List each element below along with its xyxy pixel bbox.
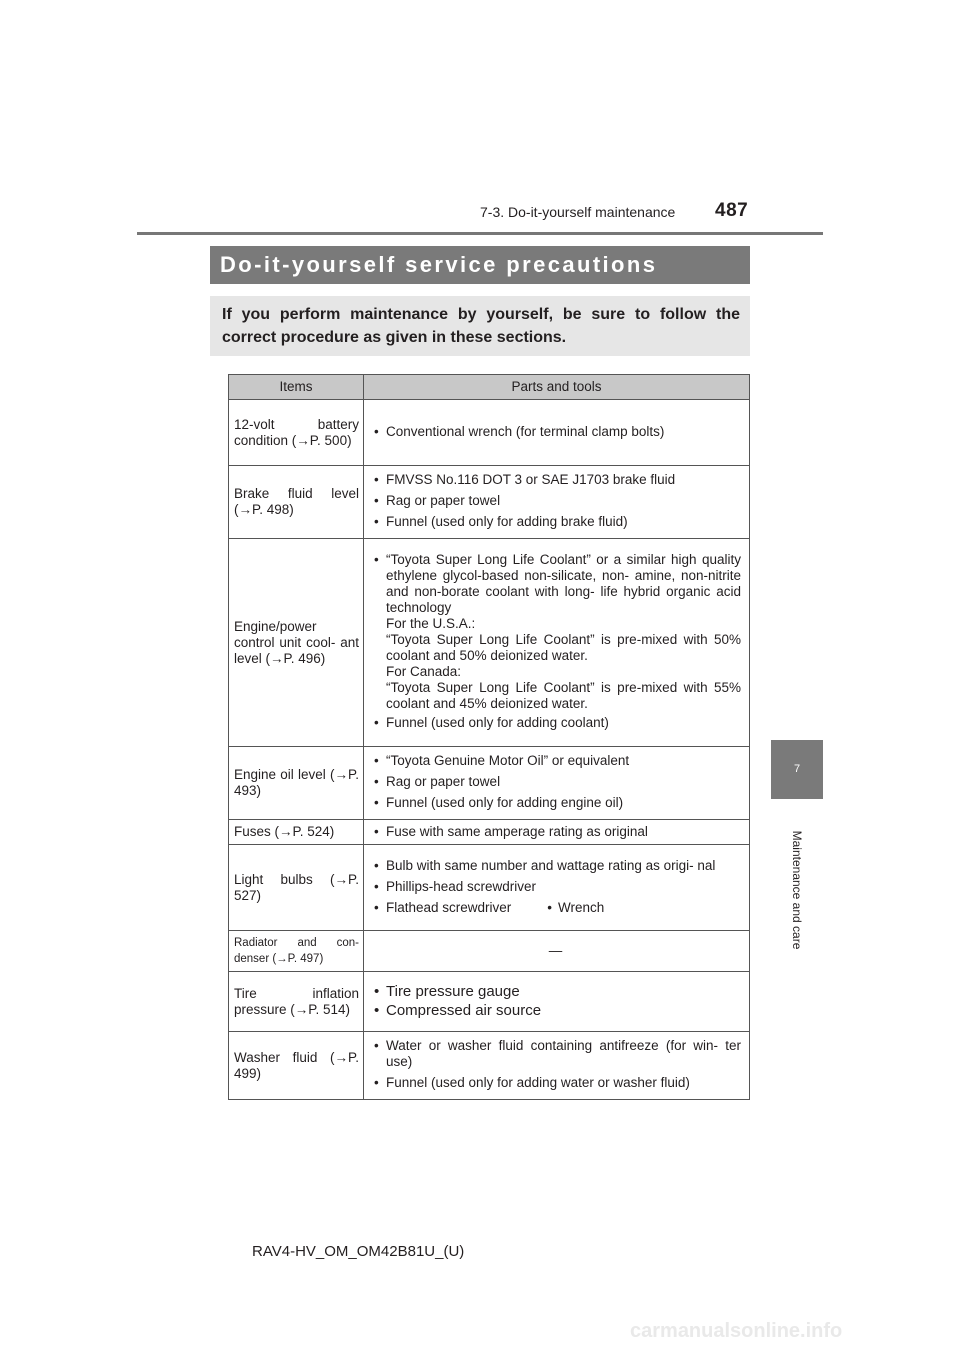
column-header-parts: Parts and tools (364, 375, 750, 400)
item-cell: Fuses (→P. 524) (229, 820, 364, 845)
table-row (229, 400, 750, 466)
parts-cell: — (364, 931, 750, 972)
item-cell: Washer fluid (→P. 499) (229, 1032, 364, 1100)
list-item: • Compressed air source (370, 1002, 741, 1020)
table-row (229, 747, 750, 820)
list-item: • Fuse with same amperage rating as original (370, 824, 741, 840)
list-item: • “Toyota Genuine Motor Oil” or equivalent (370, 753, 741, 769)
list-item (370, 900, 741, 916)
list-item: • FMVSS No.116 DOT 3 or SAE J1703 brake fluid (370, 472, 741, 488)
document-code: RAV4-HV_OM_OM42B81U_(U) (252, 1243, 465, 1260)
wrench: Wrench (558, 899, 605, 915)
table-row (229, 972, 750, 1032)
header-rule (137, 232, 823, 235)
chapter-label: Maintenance and care (790, 830, 804, 950)
list-item: • Funnel (used only for adding brake fluid) (370, 514, 741, 530)
column-header-items: Items (229, 375, 364, 400)
parts-cell (364, 1032, 750, 1100)
parts-cell (364, 845, 750, 931)
list-item: • Funnel (used only for adding coolant) (370, 715, 741, 731)
list-item: • Bulb with same number and wattage rating as origi- nal (370, 858, 741, 874)
coolant-mix-usa: “Toyota Super Long Life Coolant” is pre-mixed with 50% coolant and 50% deionized water. (386, 632, 741, 663)
coolant-mix-canada: “Toyota Super Long Life Coolant” is pre-mixed with 55% coolant and 45% deionized water. (386, 680, 741, 711)
header-section-title: 7-3. Do-it-yourself maintenance (480, 204, 676, 220)
table-row (229, 820, 750, 845)
list-item: • Tire pressure gauge (370, 983, 741, 1001)
table-row (229, 931, 750, 972)
parts-cell (364, 747, 750, 820)
table-header-row (229, 375, 750, 400)
coolant-spec: “Toyota Super Long Life Coolant” or a similar high quality ethylene glycol-based non-silicate, non- amine, non-nitrite and non-borate coolant with long- life hybrid organic acid technology (386, 552, 741, 615)
watermark: carmanualsonline.info (630, 1320, 843, 1342)
intro-box: If you perform maintenance by yourself, be sure to follow the correct procedure as given in these sections. (210, 296, 750, 356)
region-label-usa: For the U.S.A.: (386, 616, 476, 631)
region-label-canada: For Canada: (386, 664, 462, 679)
list-item: • Conventional wrench (for terminal clamp bolts) (370, 424, 741, 440)
section-title-bar: Do-it-yourself service precautions (210, 246, 750, 284)
list-item (370, 552, 741, 712)
item-cell: Brake fluid level (→P. 498) (229, 466, 364, 539)
item-cell: Engine oil level (→P. 493) (229, 747, 364, 820)
item-cell: 12-volt battery condition (→P. 500) (229, 400, 364, 466)
bullet: • (547, 899, 553, 915)
parts-cell (364, 466, 750, 539)
table-row (229, 1032, 750, 1100)
item-cell: Engine/power control unit cool- ant level (→P. 496) (229, 539, 364, 747)
parts-cell (364, 820, 750, 845)
table-row (229, 539, 750, 747)
parts-cell (364, 539, 750, 747)
list-item: • Funnel (used only for adding engine oil) (370, 795, 741, 811)
list-item: • Rag or paper towel (370, 493, 741, 509)
page-number: 487 (715, 200, 749, 221)
list-item: • Funnel (used only for adding water or washer fluid) (370, 1075, 741, 1091)
list-item: • Rag or paper towel (370, 774, 741, 790)
item-cell: Tire inflation pressure (→P. 514) (229, 972, 364, 1032)
item-cell: Radiator and con- denser (→P. 497) (229, 931, 364, 972)
list-item: • Water or washer fluid containing antifreeze (for win- ter use) (370, 1038, 741, 1070)
parts-cell (364, 400, 750, 466)
item-cell: Light bulbs (→P. 527) (229, 845, 364, 931)
parts-and-tools-table (228, 374, 750, 1100)
list-item: • Phillips-head screwdriver (370, 879, 741, 895)
chapter-tab[interactable]: 7 (771, 740, 823, 799)
table-row (229, 845, 750, 931)
flathead-screwdriver: Flathead screwdriver (386, 899, 512, 915)
table-row (229, 466, 750, 539)
parts-cell (364, 972, 750, 1032)
